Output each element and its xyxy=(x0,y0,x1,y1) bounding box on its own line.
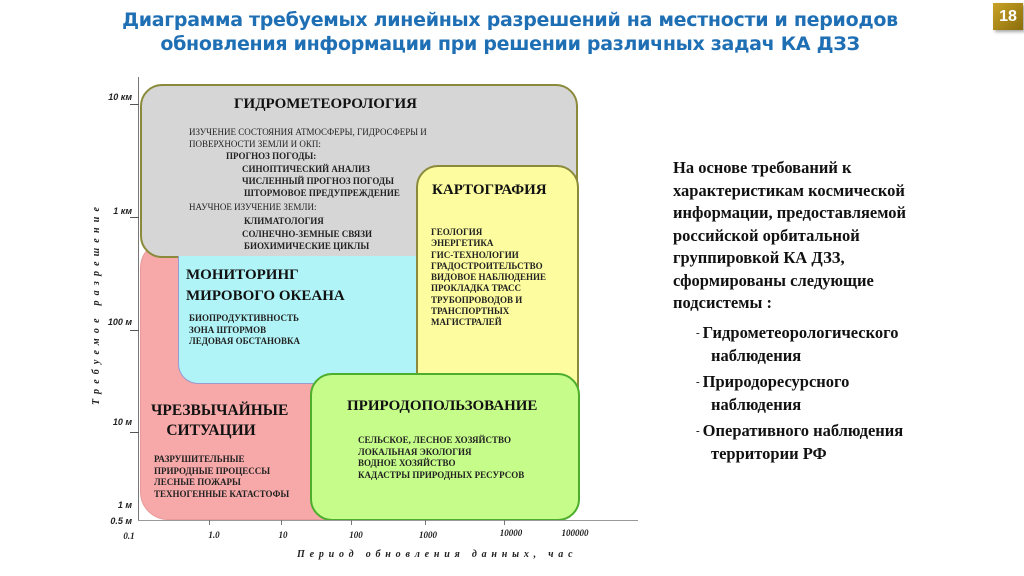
x-axis-title: Период обновления данных, час xyxy=(297,549,578,560)
cartography-item: ГЕОЛОГИЯ xyxy=(431,227,483,237)
hydrometeorology-item: ШТОРМОВОЕ ПРЕДУПРЕЖДЕНИЕ xyxy=(244,188,400,199)
side-intro-line: информации, предоставляемой xyxy=(673,203,906,222)
emergencies-title-line-1: ЧРЕЗВЫЧАЙНЫЕ xyxy=(151,402,289,419)
dash-bullet: - xyxy=(696,376,700,388)
emergencies-item: ЛЕСНЫЕ ПОЖАРЫ xyxy=(154,477,241,487)
hydrometeorology-item: НАУЧНОЕ ИЗУЧЕНИЕ ЗЕМЛИ: xyxy=(189,202,317,213)
x-tick-label: 100000 xyxy=(561,528,589,538)
side-intro-line: сформированы следующие xyxy=(673,270,874,290)
subsystem-label-cont: территории РФ xyxy=(711,443,827,463)
hydrometeorology-item: ПРОГНОЗ ПОГОДЫ: xyxy=(226,151,317,162)
y-tick-label: 100 м xyxy=(107,317,132,327)
x-tick-label: 10000 xyxy=(499,528,523,538)
hydrometeorology-item: СОЛНЕЧНО-ЗЕМНЫЕ СВЯЗИ xyxy=(242,228,373,239)
x-tick-label: 0.1 xyxy=(123,531,135,541)
cartography-item: ГРАДОСТРОИТЕЛЬСТВО xyxy=(431,260,543,271)
dash-bullet: - xyxy=(696,425,700,437)
subsystem-item-natural-resources xyxy=(696,371,996,416)
side-intro-text xyxy=(673,157,973,315)
x-tick-label: 1000 xyxy=(419,530,437,540)
cartography-item: ПРОКЛАДКА ТРАСС xyxy=(431,283,522,294)
hydrometeorology-item: ЧИСЛЕННЫЙ ПРОГНОЗ ПОГОДЫ xyxy=(242,175,394,186)
ocean-item: БИОПРОДУКТИВНОСТЬ xyxy=(189,313,299,323)
subsystem-label: Гидрометеорологического xyxy=(702,323,899,342)
y-tick xyxy=(130,104,139,105)
region-ocean-monitoring xyxy=(178,256,422,384)
subsystem-item-operational xyxy=(696,420,996,465)
hydrometeorology-item: КЛИМАТОЛОГИЯ xyxy=(244,216,324,227)
cartography-item: МАГИСТРАЛЕЙ xyxy=(431,317,502,328)
subsystem-item-hydrometeorological xyxy=(696,322,996,367)
side-intro-line: характеристикам космической xyxy=(673,180,905,200)
emergencies-title-line-2: СИТУАЦИИ xyxy=(166,422,256,439)
nature-management-item: СЕЛЬСКОЕ, ЛЕСНОЕ ХОЗЯЙСТВО xyxy=(358,435,512,445)
hydrometeorology-item: БИОХИМИЧЕСКИЕ ЦИКЛЫ xyxy=(244,240,370,251)
x-tick-label: 1.0 xyxy=(208,530,220,540)
subsystem-label: Природоресурсного xyxy=(702,372,850,391)
side-intro-line: группировкой КА ДЗЗ, xyxy=(673,248,845,267)
cartography-item: ЭНЕРГЕТИКА xyxy=(431,238,494,249)
side-intro-line: На основе требований к xyxy=(673,158,852,177)
slide-number-badge: 18 xyxy=(993,3,1023,30)
x-axis-line xyxy=(138,520,638,521)
y-axis-line xyxy=(138,77,139,520)
y-axis-title: Требуемое разрешение xyxy=(91,201,102,405)
subsystem-label-cont: наблюдения xyxy=(711,345,802,365)
emergencies-item: РАЗРУШИТЕЛЬНЫЕ xyxy=(154,454,245,464)
hydrometeorology-item: ИЗУЧЕНИЕ СОСТОЯНИЯ АТМОСФЕРЫ, ГИДРОСФЕРЫ И xyxy=(189,127,427,137)
nature-management-item: КАДАСТРЫ ПРИРОДНЫХ РЕСУРСОВ xyxy=(358,469,525,480)
y-tick-label: 1 м xyxy=(117,500,132,510)
ocean-title-line-1: МОНИТОРИНГ xyxy=(186,267,299,283)
side-intro-line: российской орбитальной xyxy=(673,225,860,245)
emergencies-item: ТЕХНОГЕННЫЕ КАТАСТОФЫ xyxy=(154,488,290,499)
y-tick xyxy=(130,330,139,331)
emergencies-item: ПРИРОДНЫЕ ПРОЦЕССЫ xyxy=(154,465,271,476)
subsystem-label-cont: наблюдения xyxy=(711,394,802,414)
x-tick xyxy=(281,520,282,525)
y-tick-label: 1 км xyxy=(113,206,132,216)
y-tick-label: 0.5 м xyxy=(110,516,132,526)
subsystem-list xyxy=(696,322,996,469)
slide-title-line-1: Диаграмма требуемых линейных разрешений на местности и периодов xyxy=(122,9,898,31)
cartography-item: ТРАНСПОРТНЫХ xyxy=(431,306,510,317)
ocean-item: ЗОНА ШТОРМОВ xyxy=(189,324,267,335)
x-tick xyxy=(209,520,210,525)
nature-management-title: ПРИРОДОПОЛЬЗОВАНИЕ xyxy=(347,398,538,414)
ocean-title-line-2: МИРОВОГО ОКЕАНА xyxy=(186,288,345,304)
y-tick xyxy=(130,432,139,433)
nature-management-item: ЛОКАЛЬНАЯ ЭКОЛОГИЯ xyxy=(358,446,472,457)
region-nature-management xyxy=(310,373,580,521)
y-tick-label: 10 м xyxy=(112,417,132,427)
subsystem-label: Оперативного наблюдения xyxy=(702,421,904,440)
cartography-item: ГИС-ТЕХНОЛОГИИ xyxy=(431,249,519,260)
hydrometeorology-item: ПОВЕРХНОСТИ ЗЕМЛИ И ОКП: xyxy=(189,139,321,150)
slide-title-line-2: обновления информации при решении различных задач КА ДЗЗ xyxy=(160,33,860,55)
y-tick-label: 10 км xyxy=(108,92,132,102)
cartography-item: ВИДОВОЕ НАБЛЮДЕНИЕ xyxy=(431,272,547,283)
x-tick-label: 10 xyxy=(278,530,288,540)
cartography-item: ТРУБОПРОВОДОВ И xyxy=(431,294,523,305)
ocean-item: ЛЕДОВАЯ ОБСТАНОВКА xyxy=(189,336,301,346)
x-tick-label: 100 xyxy=(349,530,363,540)
nature-management-item: ВОДНОЕ ХОЗЯЙСТВО xyxy=(358,458,456,468)
hydrometeorology-item: СИНОПТИЧЕСКИЙ АНАЛИЗ xyxy=(242,163,370,174)
cartography-title: КАРТОГРАФИЯ xyxy=(432,182,547,198)
x-tick xyxy=(425,520,426,525)
side-intro-line: подсистемы : xyxy=(673,293,772,312)
hydrometeorology-title: ГИДРОМЕТЕОРОЛОГИЯ xyxy=(234,96,417,112)
x-tick xyxy=(504,520,505,525)
dash-bullet: - xyxy=(696,327,700,339)
x-tick xyxy=(351,520,352,525)
y-tick xyxy=(130,217,139,218)
